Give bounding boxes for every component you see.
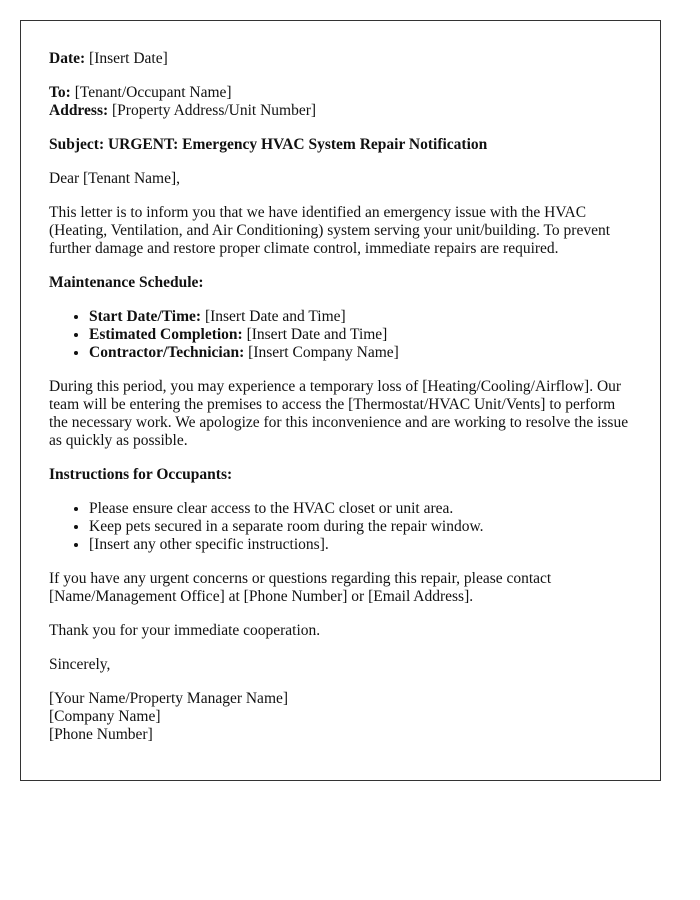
instruction-item: • [Insert any other specific instructions].	[89, 536, 632, 554]
signature-company: [Company Name]	[49, 708, 161, 725]
thanks-line: Thank you for your immediate cooperation.	[49, 622, 321, 639]
schedule-item-value: [Insert Date and Time]	[204, 308, 346, 325]
recipient-block	[49, 84, 632, 120]
signature-phone: [Phone Number]	[49, 726, 153, 743]
schedule-item-completion	[89, 326, 632, 344]
schedule-list	[49, 308, 632, 362]
instructions-heading: Instructions for Occupants:	[49, 466, 233, 483]
schedule-item-value: [Insert Date and Time]	[246, 326, 388, 343]
to-line	[49, 84, 632, 102]
date-label: Date:	[49, 50, 86, 67]
impact-paragraph: During this period, you may experience a temporary loss of [Heating/Cooling/Airflow]. Our team will be entering the premises to access the [Thermostat/HVAC Unit/Vents] to perform the necessary work. We apologize for this inconvenience and are working to resolve the issue as quickly as possible.	[49, 378, 629, 449]
contact-paragraph: If you have any urgent concerns or questions regarding this repair, please contact [Name/Management Office] at [Phone Number] or [Email Address].	[49, 570, 552, 605]
instruction-item: • Please ensure clear access to the HVAC closet or unit area.	[89, 500, 632, 518]
letter-document	[20, 20, 661, 781]
address-value: [Property Address/Unit Number]	[112, 102, 317, 119]
address-label: Address:	[49, 102, 109, 119]
instructions-list	[49, 500, 632, 554]
schedule-item-label: Estimated Completion:	[89, 326, 243, 343]
subject-line: Subject: URGENT: Emergency HVAC System Repair Notification	[49, 136, 488, 153]
salutation: Dear [Tenant Name],	[49, 170, 181, 187]
date-value: [Insert Date]	[89, 50, 168, 67]
to-label: To:	[49, 84, 71, 101]
instruction-item: • Keep pets secured in a separate room during the repair window.	[89, 518, 632, 536]
schedule-item-label: Contractor/Technician:	[89, 344, 245, 361]
signature-name: [Your Name/Property Manager Name]	[49, 690, 289, 707]
schedule-item-contractor	[89, 344, 632, 362]
to-value: [Tenant/Occupant Name]	[74, 84, 232, 101]
intro-paragraph: This letter is to inform you that we have identified an emergency issue with the HVAC (Heating, Ventilation, and Air Conditioning) system serving your unit/building. To prevent further damage and restore proper climate control, immediate repairs are required.	[49, 204, 611, 257]
closing-line: Sincerely,	[49, 656, 111, 673]
schedule-item-value: [Insert Company Name]	[248, 344, 399, 361]
date-line	[49, 50, 632, 68]
schedule-item-start	[89, 308, 632, 326]
signature-block	[49, 690, 632, 744]
address-line	[49, 102, 632, 120]
schedule-heading: Maintenance Schedule:	[49, 274, 204, 291]
schedule-item-label: Start Date/Time:	[89, 308, 202, 325]
